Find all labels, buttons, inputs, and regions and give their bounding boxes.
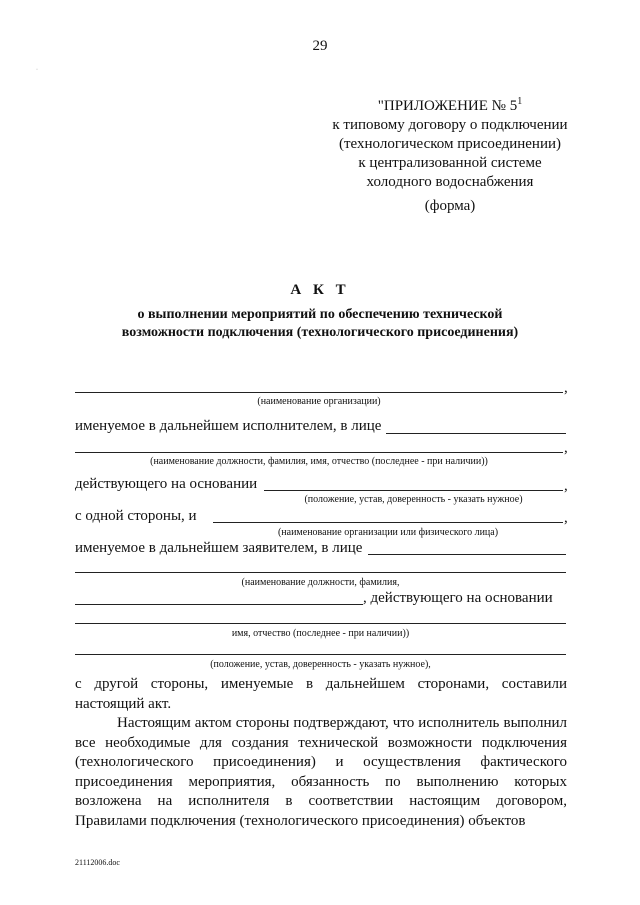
- applicant-basis-line-2[interactable]: [75, 654, 566, 655]
- basis-line[interactable]: [264, 490, 563, 491]
- applicant-org-line[interactable]: [213, 522, 563, 523]
- caption-name-patronymic: имя, отчество (последнее - при наличии)): [231, 628, 410, 639]
- appendix-line-2: к типовому договору о подключении: [332, 117, 568, 133]
- executor-text: именуемое в дальнейшем исполнителем, в лице: [75, 418, 382, 434]
- footer-filename: 21112006.doc: [75, 858, 120, 867]
- executor-position-line[interactable]: [75, 452, 563, 453]
- applicant-text: именуемое в дальнейшем заявителем, в лице: [75, 540, 363, 556]
- body-paragraph-2: [75, 714, 567, 831]
- comma: ,: [564, 478, 568, 494]
- one-side-text: с одной стороны, и: [75, 508, 197, 524]
- act-subtitle: [60, 306, 580, 342]
- act-subtitle-line-2: возможности подключения (технологического присоединения): [121, 325, 519, 340]
- body-paragraph-2-text: Настоящим актом стороны подтверждают, что исполнитель выполнил все необходимые для создания технической возможности подключения (технологического присоединения) и осуществления фактического присоединения мероприятия, обязанность по выполнению которых возложена на исполнителя в соответствии настоящим договором, Правилами подключения (технологического присоединения) объектов: [75, 715, 567, 829]
- act-subtitle-line-1: о выполнении мероприятий по обеспечению технической: [137, 307, 503, 322]
- act-title: А К Т: [290, 282, 350, 298]
- applicant-fio-line[interactable]: [75, 604, 363, 605]
- applicant-person-line[interactable]: [368, 554, 566, 555]
- caption-org: (наименование организации): [257, 396, 381, 407]
- form-label: (форма): [424, 198, 476, 214]
- caption-basis-2: (положение, устав, доверенность - указать нужное),: [210, 659, 431, 670]
- appendix-line-4: к централизованной системе: [358, 155, 542, 171]
- comma: ,: [564, 510, 568, 526]
- caption-position-fio: (наименование должности, фамилия, имя, отчество (последнее - при наличии)): [150, 456, 488, 467]
- appendix-line-1: "ПРИЛОЖЕНИЕ № $5^1$: [377, 96, 523, 114]
- executor-person-line[interactable]: [386, 433, 566, 434]
- caption-basis: (положение, устав, доверенность - указать нужное): [304, 494, 523, 505]
- body-paragraph-1: с другой стороны, именуемые в дальнейшем сторонами, составили настоящий акт.: [75, 676, 567, 712]
- appendix-line-5: холодного водоснабжения: [366, 174, 534, 190]
- comma: ,: [564, 440, 568, 456]
- acting-basis-text-2: , действующего на основании: [363, 590, 553, 606]
- org-name-line[interactable]: [75, 392, 563, 393]
- appendix-heading: [300, 92, 600, 192]
- caption-position-fio-2: (наименование должности, фамилия,: [241, 577, 400, 588]
- comma: ,: [564, 380, 568, 396]
- caption-org-person: (наименование организации или физического лица): [277, 527, 499, 538]
- applicant-position-line[interactable]: [75, 572, 566, 573]
- acting-basis-text: действующего на основании: [75, 476, 258, 492]
- applicant-basis-line-1[interactable]: [75, 623, 566, 624]
- appendix-line-3: (технологическом присоединении): [339, 136, 561, 152]
- scan-dot: ·: [36, 67, 38, 73]
- page-number: 29: [312, 38, 328, 54]
